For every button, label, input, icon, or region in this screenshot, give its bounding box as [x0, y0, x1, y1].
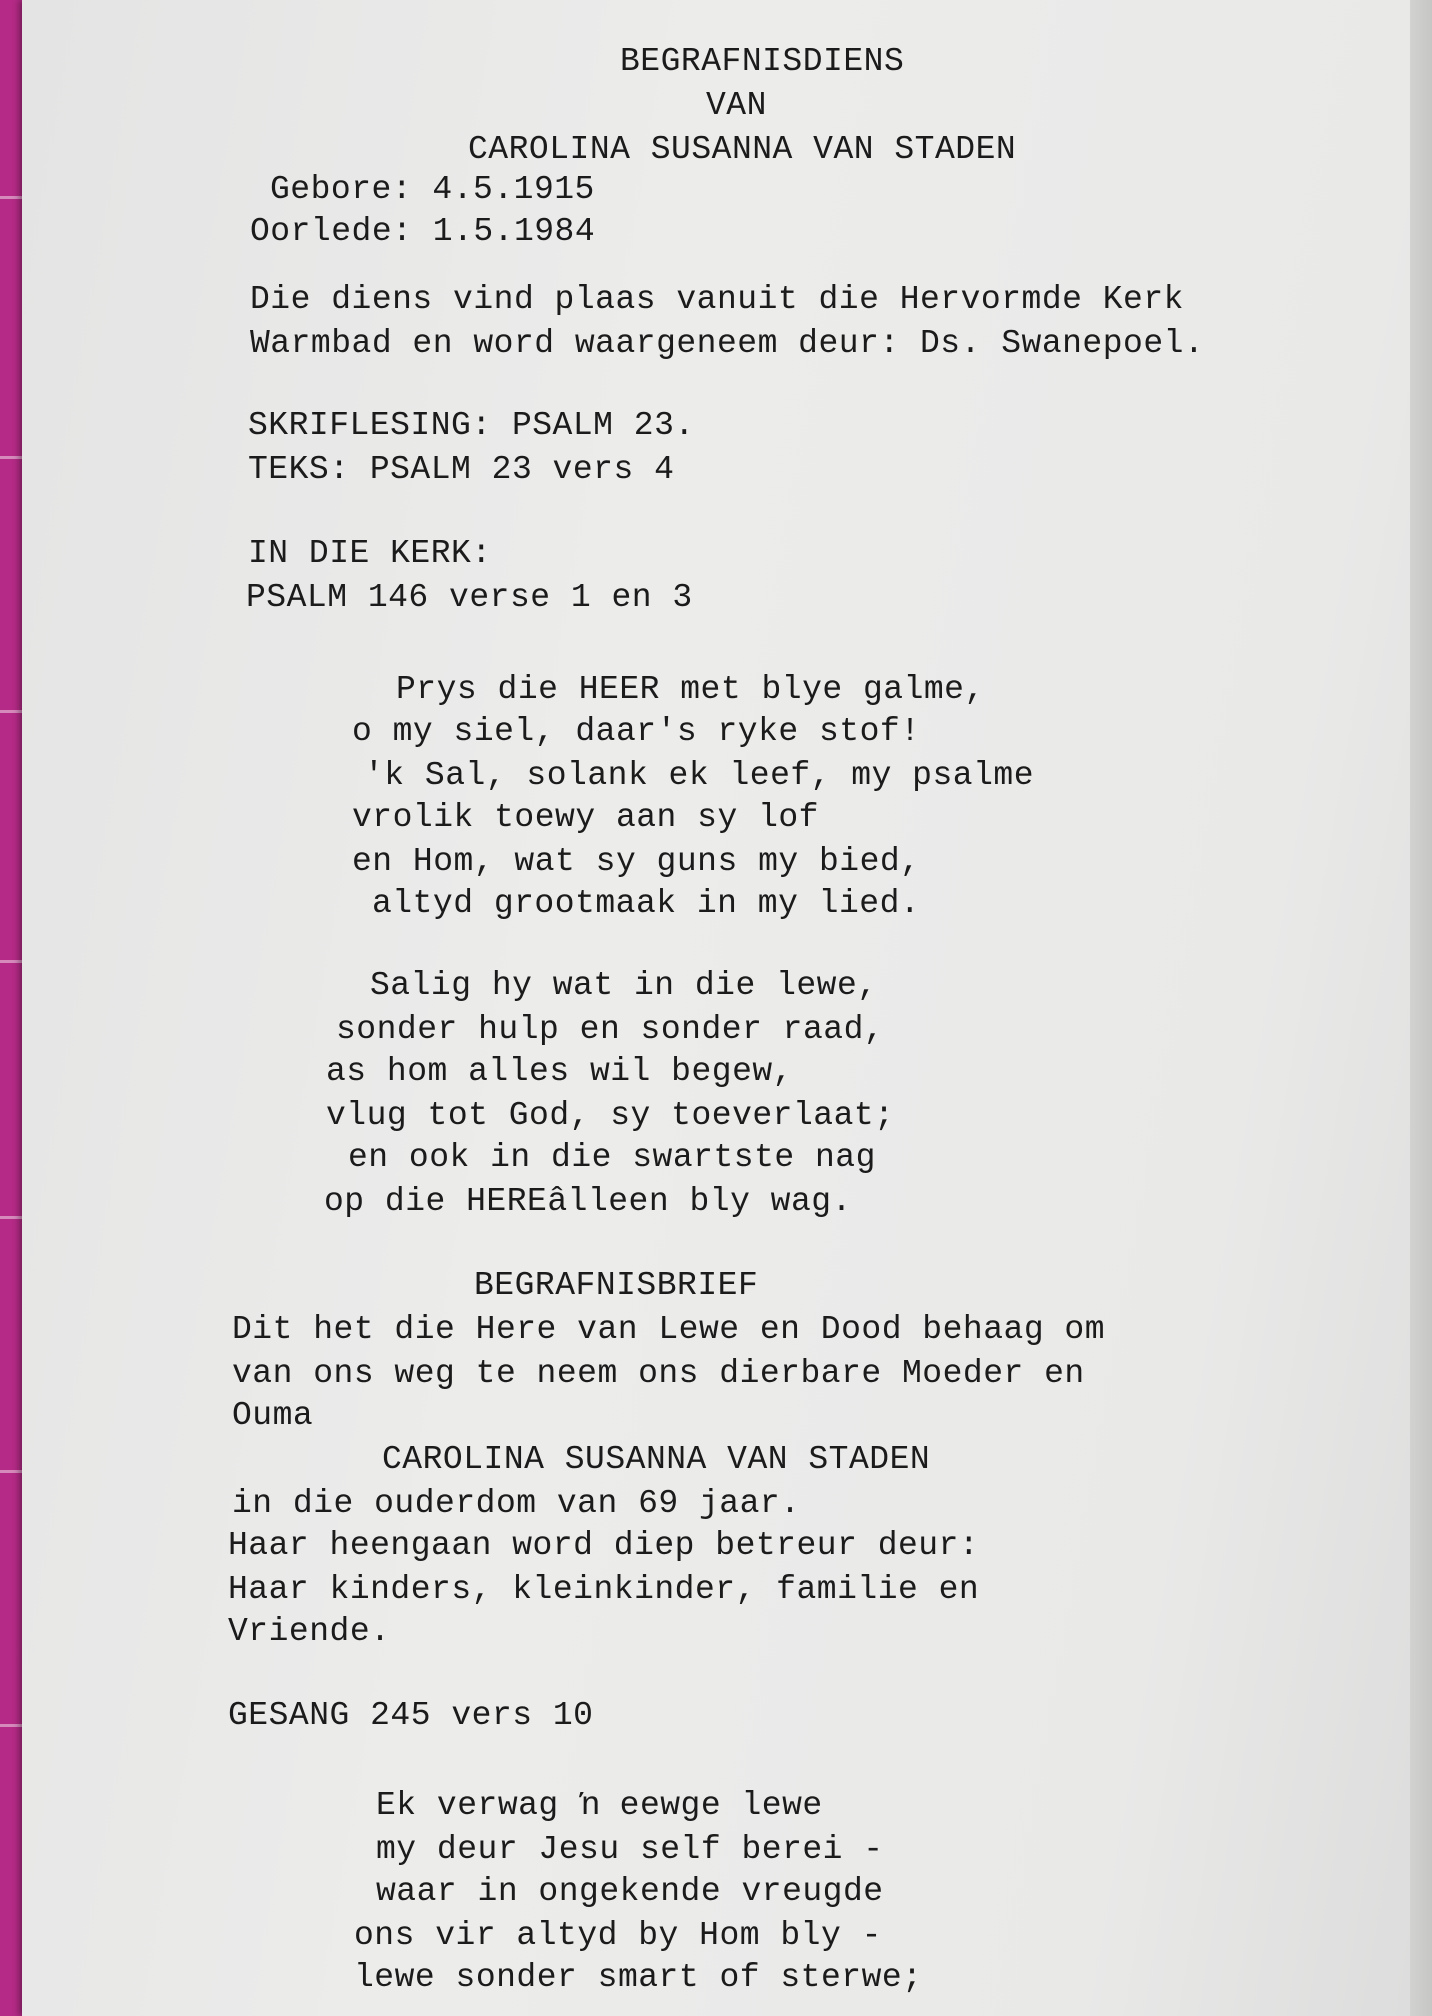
letter-line: in die ouderdom van 69 jaar.	[232, 1485, 801, 1522]
service-line-2: Warmbad en word waargeneem deur: Ds. Swanepoel.	[250, 325, 1205, 362]
psalm-reference: PSALM 146 verse 1 en 3	[246, 579, 693, 616]
verse-2-line: sonder hulp en sonder raad,	[336, 1011, 885, 1048]
document-title: BEGRAFNISDIENS	[620, 43, 905, 80]
verse-1-line: 'k Sal, solank ek leef, my psalme	[364, 757, 1035, 794]
hymn-heading: GESANG 245 vers 10	[228, 1697, 594, 1734]
verse-1-line: altyd grootmaak in my lied.	[372, 885, 921, 922]
title-van: VAN	[706, 87, 767, 124]
letter-heading: BEGRAFNISBRIEF	[474, 1267, 759, 1304]
verse-1-line: en Hom, wat sy guns my bied,	[352, 843, 921, 880]
hymn-line: lewe sonder smart of sterwe;	[354, 1959, 923, 1996]
letter-line: van ons weg te neem ons dierbare Moeder en	[232, 1355, 1085, 1392]
in-church-heading: IN DIE KERK:	[248, 535, 492, 572]
birth-date: Gebore: 4.5.1915	[270, 171, 595, 208]
verse-2-line: op die HEREâlleen bly wag.	[324, 1183, 852, 1220]
verse-2-line: as hom alles wil begew,	[326, 1053, 793, 1090]
scripture-reading: SKRIFLESING: PSALM 23.	[248, 407, 695, 444]
letter-line: Haar kinders, kleinkinder, familie en	[228, 1571, 980, 1608]
hymn-line: ons vir altyd by Hom bly -	[354, 1917, 882, 1954]
hymn-line: waar in ongekende vreugde	[376, 1873, 884, 1910]
letter-line: Vriende.	[228, 1613, 391, 1650]
verse-2-line: vlug tot God, sy toeverlaat;	[326, 1097, 895, 1134]
verse-1-line: vrolik toewy aan sy lof	[352, 799, 819, 836]
verse-2-line: en ook in die swartste nag	[348, 1139, 876, 1176]
paper-edge	[1410, 0, 1432, 2016]
service-line-1: Die diens vind plaas vanuit die Hervormde Kerk	[250, 281, 1184, 318]
death-date: Oorlede: 1.5.1984	[250, 213, 596, 250]
hymn-line: my deur Jesu self berei -	[376, 1831, 884, 1868]
letter-deceased-name: CAROLINA SUSANNA VAN STADEN	[382, 1441, 931, 1478]
verse-1-line: Prys die HEER met blye galme,	[396, 671, 985, 708]
deceased-name: CAROLINA SUSANNA VAN STADEN	[468, 131, 1017, 168]
hymn-line: Ek verwag ŉ eewge lewe	[376, 1787, 823, 1824]
sermon-text: TEKS: PSALM 23 vers 4	[248, 451, 675, 488]
letter-line: Ouma	[232, 1397, 314, 1434]
letter-line: Haar heengaan word diep betreur deur:	[228, 1527, 980, 1564]
letter-line: Dit het die Here van Lewe en Dood behaag om	[232, 1311, 1106, 1348]
verse-1-line: o my siel, daar's ryke stof!	[352, 713, 921, 750]
verse-2-line: Salig hy wat in die lewe,	[370, 967, 878, 1004]
